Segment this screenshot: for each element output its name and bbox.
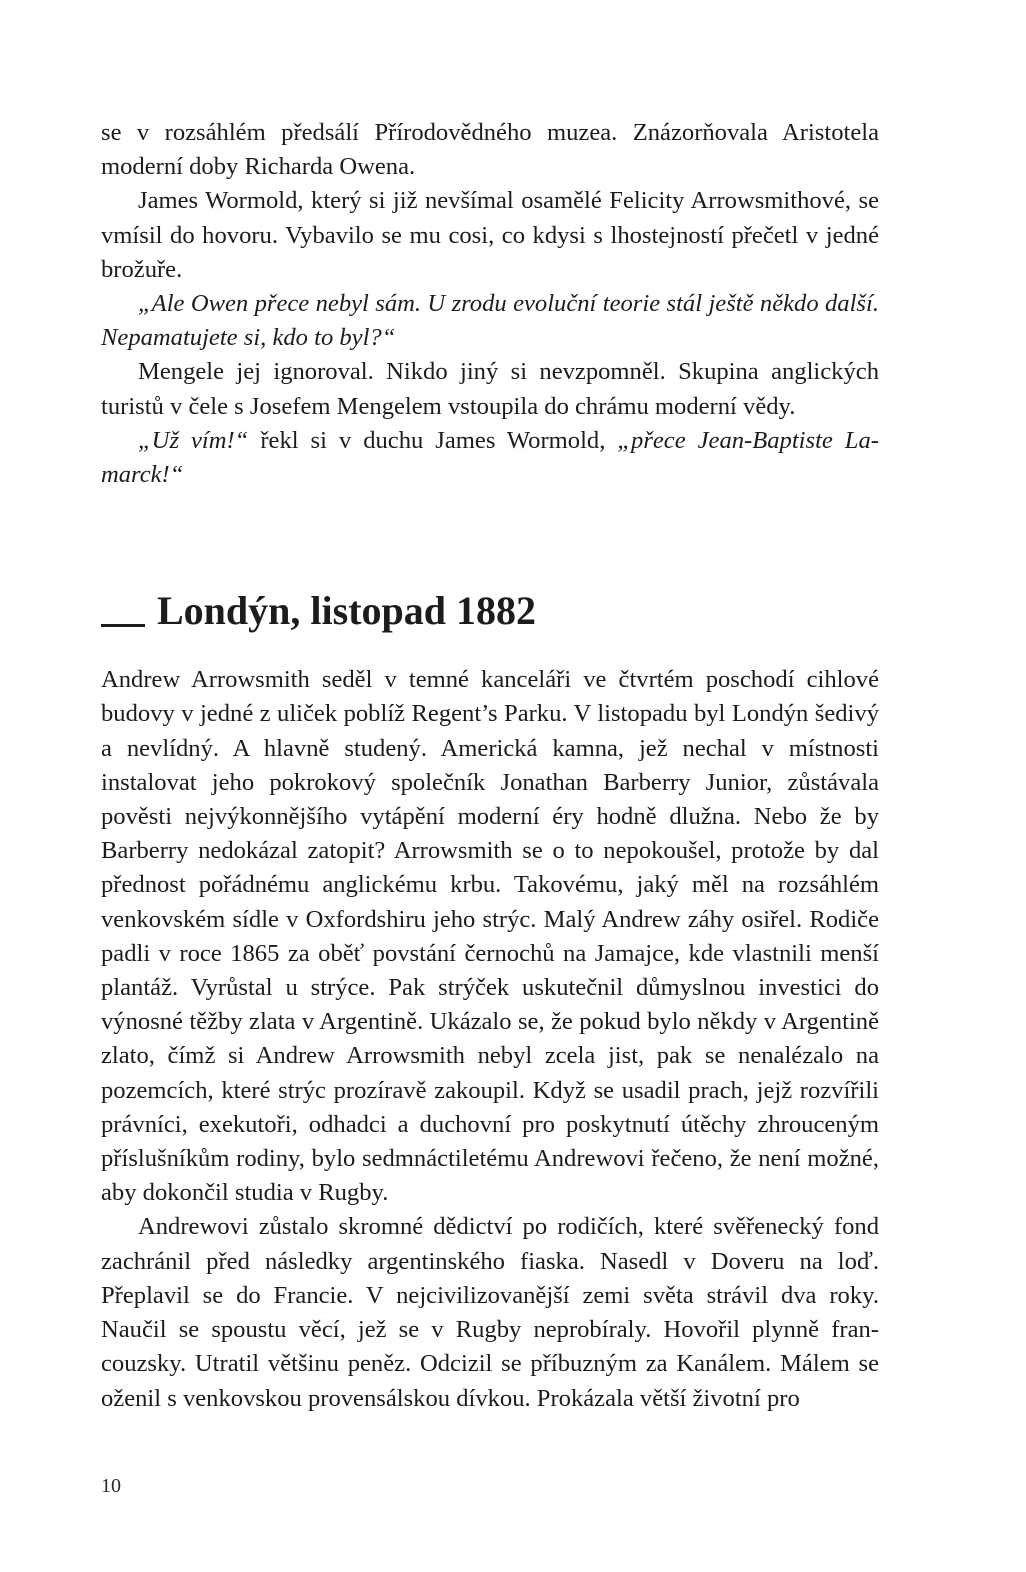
paragraph-final-line: [101, 424, 879, 492]
page-content: [101, 116, 879, 1416]
page-number: 10: [101, 1475, 121, 1497]
chapter-title: Londýn, listopad 1882: [157, 588, 537, 634]
paragraph-quote: „Ale Owen přece nebyl sám. U zrodu evoluční teorie stál ještě někdo další. Nepamatujete si, kdo to byl?“: [101, 290, 879, 352]
paragraph-intro-1: se v rozsáhlém předsálí Přírodovědného muzea. Znázorňovala Aristotela moderní doby Richarda Owena.: [101, 119, 879, 181]
paragraph-chapter-2: Andrewovi zůstalo skromné dědictví po rodičích, které svěřenecký fond zachránil před následky argentinského fiaska. Nasedl v Doveru na loď. Přeplavil se do Francie. V nejcivilizovanější zemi světa strávil dva roky. Naučil se spoustu věcí, jež se v Rugby neprobíraly. Hovořil plynně francouzsky. Utratil většinu peněz. Odcizil se příbuzným za Kanálem. Málem se oženil s venkovskou provensálskou dívkou. Prokázala větší životní pro: [101, 1213, 879, 1412]
quote-uz-vim: „Už vím!“: [138, 426, 249, 454]
chapter-rule: [101, 624, 145, 627]
chapter-heading: [101, 587, 879, 635]
paragraph-after-quote: Mengele jej ignoroval. Nikdo jiný si nevzpomněl. Skupina anglických turistů v čele s Josefem Mengelem vstoupila do chrámu moderní vědy.: [101, 358, 879, 420]
quote-lamarck: „přece Jean-Baptiste Lamarck!“: [101, 426, 879, 489]
paragraph-chapter-1: Andrew Arrowsmith seděl v temné kanceláři ve čtvrtém poschodí cihlové budovy v jedné z uliček poblíž Regent’s Parku. V listopadu byl Londýn šedivý a nevlídný. A hlavně studený. Americká kamna, jež nechal v místnosti instalovat jeho pokrokový společník Jonathan Barberry Junior, zůstávala pověsti nejvýkonnějšího vytápění moderní éry hodně dlužna. Nebo že by Barberry nedokázal zatopit? Arrowsmith se o to nepokoušel, protože by dal přednost pořádnému anglickému krbu. Takovému, jaký měl na rozsáhlém venkovském sídle v Oxfordshiru jeho strýc. Malý Andrew záhy osiřel. Rodiče padli v roce 1865 za oběť povstání černochů na Jamajce, kde vlastnili menší plantáž. Vyrůstal u strýce. Pak strýček uskutečnil důmyslnou investici do výnosné těžby zlata v Argentině. Ukázalo se, že pokud bylo někdy v Argentině zlato, čímž si Andrew Arrowsmith nebyl zcela jist, pak se nenalézalo na pozemcích, které strýc prozíravě zakoupil. Když se usadil prach, jejž rozvířili právníci, exekutoři, odhadci a duchovní pro poskytnutí útěchy zhrouceným příslušníkům rodiny, bylo sedmnáctiletému Andrewovi řečeno, že není možné, aby dokončil studia v Rugby.: [101, 666, 879, 1207]
paragraph-intro-2: James Wormold, který si již nevšímal osamělé Felicity Arrowsmithové, se vmísil do hovoru. Vybavilo se mu cosi, co kdysi s lhostejností přečetl v jedné brožuře.: [101, 187, 879, 283]
chapter-body: [101, 663, 879, 1415]
narration: řekl si v duchu James Wormold,: [248, 426, 618, 454]
